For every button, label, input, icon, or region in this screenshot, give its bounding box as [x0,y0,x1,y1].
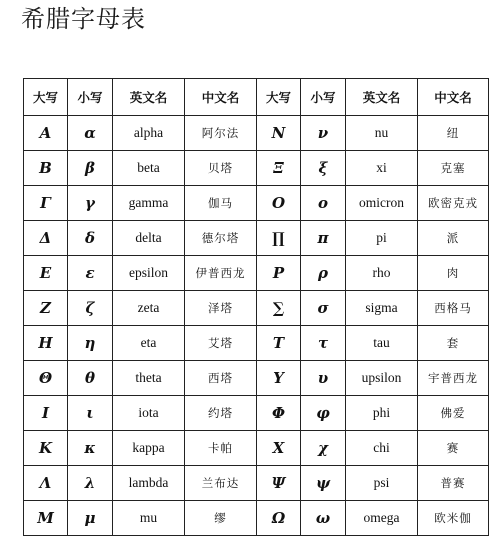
chinese-name: 欧密克戎 [418,186,489,221]
english-name: mu [113,501,185,536]
lowercase-letter: υ [301,361,346,396]
table-row [24,151,489,186]
lowercase-letter: ψ [301,466,346,501]
table-row [24,431,489,466]
chinese-name: 普赛 [418,466,489,501]
chinese-name: 佛爱 [418,396,489,431]
lowercase-letter: λ [68,466,113,501]
english-name: upsilon [346,361,418,396]
chinese-name: 约塔 [185,396,257,431]
lowercase-letter: σ [301,291,346,326]
uppercase-letter: M [24,501,68,536]
chinese-name: 贝塔 [185,151,257,186]
uppercase-letter: H [24,326,68,361]
chinese-name: 伽马 [185,186,257,221]
chinese-name: 肉 [418,256,489,291]
lowercase-letter: ι [68,396,113,431]
lowercase-letter: ζ [68,291,113,326]
lowercase-letter: ω [301,501,346,536]
lowercase-letter: θ [68,361,113,396]
english-name: iota [113,396,185,431]
uppercase-letter: Ψ [257,466,301,501]
uppercase-letter: Γ [24,186,68,221]
english-name: gamma [113,186,185,221]
uppercase-letter: Y [257,361,301,396]
uppercase-letter: Z [24,291,68,326]
table-row [24,291,489,326]
lowercase-letter: κ [68,431,113,466]
uppercase-letter: Θ [24,361,68,396]
uppercase-letter: O [257,186,301,221]
lowercase-letter: γ [68,186,113,221]
lowercase-letter: δ [68,221,113,256]
english-name: beta [113,151,185,186]
header-english-name: 英文名 [113,79,185,116]
lowercase-letter: β [68,151,113,186]
english-name: alpha [113,116,185,151]
lowercase-letter: o [301,186,346,221]
uppercase-letter: X [257,431,301,466]
table-row [24,396,489,431]
lowercase-letter: χ [301,431,346,466]
chinese-name: 克塞 [418,151,489,186]
english-name: zeta [113,291,185,326]
table-row [24,221,489,256]
english-name: phi [346,396,418,431]
lowercase-letter: ε [68,256,113,291]
lowercase-letter: π [301,221,346,256]
uppercase-letter: T [257,326,301,361]
english-name: omega [346,501,418,536]
chinese-name: 阿尔法 [185,116,257,151]
english-name: sigma [346,291,418,326]
english-name: epsilon [113,256,185,291]
table-body [24,116,489,536]
lowercase-letter: τ [301,326,346,361]
uppercase-letter: I [24,396,68,431]
lowercase-letter: α [68,116,113,151]
header-lowercase: 小写 [68,79,113,116]
uppercase-letter: B [24,151,68,186]
chinese-name: 缪 [185,501,257,536]
english-name: kappa [113,431,185,466]
chinese-name: 泽塔 [185,291,257,326]
english-name: pi [346,221,418,256]
table-row [24,326,489,361]
english-name: theta [113,361,185,396]
uppercase-letter: N [257,116,301,151]
header-english-name: 英文名 [346,79,418,116]
chinese-name: 宇普西龙 [418,361,489,396]
lowercase-letter: ρ [301,256,346,291]
uppercase-letter: Λ [24,466,68,501]
page-title: 希腊字母表 [21,5,146,33]
english-name: psi [346,466,418,501]
chinese-name: 西塔 [185,361,257,396]
english-name: nu [346,116,418,151]
table-row [24,116,489,151]
table-row [24,361,489,396]
uppercase-letter: Ξ [257,151,301,186]
chinese-name: 伊普西龙 [185,256,257,291]
uppercase-letter: Φ [257,396,301,431]
english-name: xi [346,151,418,186]
uppercase-letter: Δ [24,221,68,256]
chinese-name: 兰布达 [185,466,257,501]
header-chinese-name: 中文名 [418,79,489,116]
lowercase-letter: φ [301,396,346,431]
table-row [24,501,489,536]
english-name: omicron [346,186,418,221]
english-name: lambda [113,466,185,501]
header-uppercase: 大写 [24,79,68,116]
uppercase-letter: K [24,431,68,466]
uppercase-letter: ∏ [257,221,301,256]
uppercase-letter: A [24,116,68,151]
greek-alphabet-table [23,78,489,536]
chinese-name: 卡帕 [185,431,257,466]
table-row [24,256,489,291]
table-header-row [24,79,489,116]
english-name: eta [113,326,185,361]
lowercase-letter: μ [68,501,113,536]
chinese-name: 西格马 [418,291,489,326]
chinese-name: 套 [418,326,489,361]
uppercase-letter: Ω [257,501,301,536]
english-name: tau [346,326,418,361]
english-name: chi [346,431,418,466]
header-uppercase: 大写 [257,79,301,116]
uppercase-letter: P [257,256,301,291]
chinese-name: 欧米伽 [418,501,489,536]
uppercase-letter: E [24,256,68,291]
chinese-name: 德尔塔 [185,221,257,256]
header-lowercase: 小写 [301,79,346,116]
lowercase-letter: ξ [301,151,346,186]
lowercase-letter: ν [301,116,346,151]
table-row [24,466,489,501]
english-name: delta [113,221,185,256]
chinese-name: 派 [418,221,489,256]
chinese-name: 赛 [418,431,489,466]
chinese-name: 艾塔 [185,326,257,361]
header-chinese-name: 中文名 [185,79,257,116]
table-row [24,186,489,221]
lowercase-letter: η [68,326,113,361]
chinese-name: 纽 [418,116,489,151]
uppercase-letter: ∑ [257,291,301,326]
english-name: rho [346,256,418,291]
